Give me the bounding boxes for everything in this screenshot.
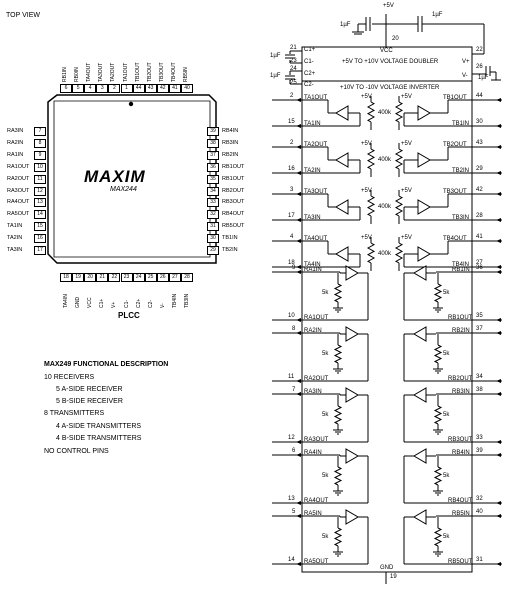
receiver-a-buffer	[346, 266, 358, 280]
right-pin-number: 30	[207, 234, 219, 243]
pulldown-resistor-value: 5k	[443, 290, 450, 296]
rx-b-out-pin: 31	[476, 557, 483, 563]
rx-b-in-label: RB2IN	[452, 328, 470, 334]
tx-supply-label: +5V	[361, 94, 372, 100]
chip-part-number: MAX244	[110, 186, 137, 193]
tx-supply-label: +5V	[401, 94, 412, 100]
pullup-resistor-value: 400k	[378, 204, 392, 210]
bottom-pin-number: 19	[72, 273, 84, 282]
left-pin-name: RA2OUT	[7, 175, 30, 182]
right-pin-number: 33	[207, 198, 219, 207]
pulldown-resistor-value: 5k	[443, 534, 450, 540]
vcc-label: VCC	[380, 48, 393, 54]
capacitor-value: 1µF	[478, 75, 489, 81]
rx-b-in-pin: 40	[476, 509, 483, 515]
tx-supply-label: +5V	[361, 188, 372, 194]
top-pin-number: 42	[157, 84, 169, 93]
left-pin-number: 11	[34, 175, 46, 184]
rx-b-out-label: RB1OUT	[448, 315, 473, 321]
description-line: 4 B-SIDE TRANSMITTERS	[56, 435, 142, 442]
bottom-pin-number: 25	[145, 273, 157, 282]
right-pin-number: 34	[207, 187, 219, 196]
rx-a-in-label: RA3IN	[304, 389, 322, 395]
bottom-pin-number: 20	[84, 273, 96, 282]
gnd-label: GND	[380, 565, 394, 571]
top-pin-name: TB1OUT	[134, 62, 141, 82]
tx-a-in-pin: 18	[288, 260, 295, 266]
left-pin-number: 7	[34, 127, 46, 136]
rx-a-in-label: RA4IN	[304, 450, 322, 456]
supply-voltage-label: +5V	[383, 3, 394, 9]
rx-a-in-pin: 5	[292, 509, 296, 515]
receiver-a-buffer	[346, 327, 358, 341]
tx-b-in-label: TB4IN	[452, 262, 470, 268]
top-pin-name: TB3OUT	[158, 62, 165, 82]
rx-b-out-label: RB3OUT	[448, 437, 473, 443]
bottom-pin-name: C2+	[135, 298, 142, 308]
description-line: 10 RECEIVERS	[44, 374, 95, 381]
tx-a-out-label: TA2OUT	[304, 142, 328, 148]
voltage-inverter-label: +10V TO -10V VOLTAGE INVERTER	[340, 85, 440, 91]
tx-b-out-pin: 44	[476, 93, 483, 99]
top-pin-number: 3	[96, 84, 108, 93]
bottom-pin-name: C1+	[99, 298, 106, 308]
bottom-pin-number: 23	[121, 273, 133, 282]
pulldown-resistor-value: 5k	[322, 534, 329, 540]
tx-supply-label: +5V	[401, 141, 412, 147]
transmitter-a-buffer	[336, 106, 348, 120]
rx-a-in-label: RA5IN	[304, 511, 322, 517]
bottom-pin-name: VCC	[87, 297, 94, 308]
tx-supply-label: +5V	[401, 188, 412, 194]
tx-supply-label: +5V	[361, 235, 372, 241]
left-pin-name: RA4OUT	[7, 199, 30, 206]
rx-a-out-pin: 11	[288, 374, 295, 380]
receiver-a-buffer	[346, 449, 358, 463]
tx-b-out-pin: 43	[476, 140, 483, 146]
rx-b-out-pin: 33	[476, 435, 483, 441]
right-pin-number: 39	[207, 127, 219, 136]
left-pin-name: RA2IN	[7, 139, 24, 146]
transmitter-b-buffer	[418, 153, 430, 167]
left-pin-name: TA2IN	[7, 235, 23, 242]
tx-a-in-label: TA3IN	[304, 215, 321, 221]
top-pin-name: RB5IN	[183, 67, 189, 82]
rx-b-out-pin: 34	[476, 374, 483, 380]
pulldown-resistor-value: 5k	[322, 473, 329, 479]
capacitor-value: 1µF	[270, 53, 281, 59]
rx-b-in-pin: 36	[476, 265, 483, 271]
right-pin-name: RB2IN	[222, 151, 239, 158]
right-pin-number: 31	[207, 222, 219, 231]
right-pin-name: TB2IN	[222, 247, 238, 253]
gnd-pin-number: 19	[390, 574, 397, 580]
top-pin-number: 43	[145, 84, 157, 93]
pullup-resistor-value: 400k	[378, 251, 392, 257]
left-pin-name: RA5OUT	[7, 211, 30, 218]
rx-a-out-pin: 14	[288, 557, 295, 563]
tx-b-out-label: TB4OUT	[443, 236, 467, 242]
pullup-resistor-value: 400k	[378, 157, 392, 163]
tx-a-in-pin: 16	[288, 166, 295, 172]
charge-pin-number: 24	[290, 66, 297, 72]
top-pin-number: 4	[84, 84, 96, 93]
rx-a-out-label: RA5OUT	[304, 559, 329, 565]
left-pin-name: RA1OUT	[7, 163, 30, 170]
bottom-pin-number: 18	[60, 273, 72, 282]
top-pin-name: TA4OUT	[86, 62, 93, 82]
tx-supply-label: +5V	[401, 235, 412, 241]
transmitter-b-buffer	[418, 200, 430, 214]
rx-a-out-label: RA2OUT	[304, 376, 329, 382]
left-pin-number: 10	[34, 163, 46, 172]
left-pin-name: RA3IN	[7, 128, 24, 134]
tx-b-in-label: TB1IN	[452, 121, 470, 127]
left-pin-number: 17	[34, 246, 46, 255]
right-pin-name: RB1OUT	[222, 163, 245, 170]
tx-a-out-label: TA3OUT	[304, 189, 328, 195]
top-pin-number: 5	[72, 84, 84, 93]
tx-a-out-pin: 3	[290, 187, 294, 193]
vcc-pin-number: 20	[392, 36, 399, 42]
bottom-pin-number: 26	[157, 273, 169, 282]
right-pin-number: 37	[207, 151, 219, 160]
transmitter-a-buffer	[336, 153, 348, 167]
bottom-pin-name: TB4IN	[171, 293, 178, 308]
tx-a-out-label: TA4OUT	[304, 236, 328, 242]
description-line: 5 A-SIDE RECEIVER	[56, 386, 123, 393]
voltage-doubler-label: +5V TO +10V VOLTAGE DOUBLER	[342, 59, 439, 65]
capacitor-value: 1µF	[270, 73, 281, 79]
right-pin-number: 38	[207, 139, 219, 148]
tx-b-out-pin: 41	[476, 234, 483, 240]
rx-a-in-label: RA2IN	[304, 328, 322, 334]
vplus-pin-number: 22	[476, 47, 483, 53]
charge-pin-label: C1-	[304, 59, 314, 65]
left-pin-number: 9	[34, 151, 46, 160]
bottom-pin-name: TB3IN	[184, 293, 190, 308]
vminus-pin-number: 26	[476, 64, 483, 70]
tx-a-in-label: TA4IN	[304, 262, 321, 268]
rx-b-in-pin: 39	[476, 448, 483, 454]
rx-b-in-pin: 37	[476, 326, 483, 332]
rx-a-out-pin: 10	[288, 313, 295, 319]
rx-b-out-label: RB5OUT	[448, 559, 473, 565]
tx-a-in-pin: 17	[288, 213, 295, 219]
bottom-pin-name: V-	[159, 303, 166, 308]
bottom-pin-name: C2-	[147, 299, 154, 308]
receiver-a-buffer	[346, 510, 358, 524]
rx-a-out-label: RA3OUT	[304, 437, 329, 443]
receiver-b-buffer	[414, 266, 426, 280]
top-pin-number: 44	[133, 84, 145, 93]
bottom-pin-number: 28	[181, 273, 193, 282]
top-pin-name: TB2OUT	[146, 62, 153, 82]
charge-pin-label: C1+	[304, 47, 316, 53]
top-pin-number: 2	[108, 84, 120, 93]
bottom-pin-number: 27	[169, 273, 181, 282]
receiver-b-buffer	[414, 388, 426, 402]
tx-b-out-pin: 42	[476, 187, 483, 193]
capacitor-value: 1µF	[340, 22, 351, 28]
left-pin-name: TA3IN	[7, 247, 23, 253]
rx-b-in-pin: 38	[476, 387, 483, 393]
bottom-pin-name: GND	[75, 296, 82, 308]
tx-a-out-label: TA1OUT	[304, 95, 328, 101]
top-view-label: TOP VIEW	[6, 12, 40, 19]
tx-b-in-pin: 27	[476, 260, 483, 266]
description-line: 8 TRANSMITTERS	[44, 410, 105, 417]
bottom-pin-number: 24	[133, 273, 145, 282]
top-pin-number: 41	[169, 84, 181, 93]
description-title: MAX249 FUNCTIONAL DESCRIPTION	[44, 361, 169, 368]
tx-a-in-label: TA2IN	[304, 168, 321, 174]
right-pin-name: RB2OUT	[222, 187, 245, 194]
right-pin-name: RB1OUT	[222, 175, 245, 182]
bottom-pin-number: 22	[108, 273, 120, 282]
rx-a-in-label: RA1IN	[304, 267, 322, 273]
transmitter-b-buffer	[418, 106, 430, 120]
rx-a-in-pin: 8	[292, 326, 296, 332]
left-pin-number: 12	[34, 187, 46, 196]
rx-a-in-pin: 9	[292, 265, 296, 271]
rx-b-in-label: RB5IN	[452, 511, 470, 517]
right-pin-number: 36	[207, 163, 219, 172]
tx-a-out-pin: 4	[290, 234, 294, 240]
tx-a-in-label: TA1IN	[304, 121, 321, 127]
description-line: 5 B-SIDE RECEIVER	[56, 398, 123, 405]
left-pin-number: 8	[34, 139, 46, 148]
right-pin-number: 32	[207, 210, 219, 219]
top-pin-number: 1	[121, 84, 133, 93]
pulldown-resistor-value: 5k	[322, 351, 329, 357]
tx-b-in-label: TB2IN	[452, 168, 470, 174]
charge-pin-label: C2-	[304, 82, 314, 88]
pulldown-resistor-value: 5k	[443, 351, 450, 357]
right-pin-number: 35	[207, 175, 219, 184]
tx-a-in-pin: 15	[288, 119, 295, 125]
tx-b-out-label: TB3OUT	[443, 189, 467, 195]
charge-pin-number: 21	[290, 45, 297, 51]
capacitor-value: 1µF	[432, 12, 443, 18]
rx-b-out-label: RB2OUT	[448, 376, 473, 382]
pulldown-resistor-value: 5k	[322, 412, 329, 418]
left-pin-number: 13	[34, 198, 46, 207]
right-pin-name: TB1IN	[222, 235, 238, 242]
top-pin-name: TA2OUT	[110, 62, 117, 82]
rx-a-in-pin: 7	[292, 387, 296, 393]
transmitter-a-buffer	[336, 247, 348, 261]
bottom-pin-name: TA4IN	[63, 294, 69, 308]
bottom-pin-name: V+	[111, 301, 118, 308]
tx-a-out-pin: 2	[290, 140, 294, 146]
tx-b-in-label: TB3IN	[452, 215, 470, 221]
top-pin-name: TB4OUT	[170, 62, 177, 82]
top-pin-name: RB0IN	[74, 67, 81, 82]
bottom-pin-name: C1-	[123, 299, 130, 308]
rx-b-out-pin: 35	[476, 313, 483, 319]
rx-b-out-label: RB4OUT	[448, 498, 473, 504]
rx-b-in-label: RB3IN	[452, 389, 470, 395]
right-pin-name: RB4IN	[222, 128, 239, 134]
transmitter-b-buffer	[418, 247, 430, 261]
rx-b-out-pin: 32	[476, 496, 483, 502]
rx-a-out-pin: 13	[288, 496, 295, 502]
description-line: 4 A-SIDE TRANSMITTERS	[56, 423, 142, 430]
pulldown-resistor-value: 5k	[443, 412, 450, 418]
rx-b-in-label: RB4IN	[452, 450, 470, 456]
left-pin-number: 16	[34, 234, 46, 243]
description-line: NO CONTROL PINS	[44, 448, 109, 455]
top-pin-number: 40	[181, 84, 193, 93]
top-pin-name: RB1IN	[62, 67, 68, 82]
tx-b-out-label: TB2OUT	[443, 142, 467, 148]
tx-b-in-pin: 29	[476, 166, 483, 172]
receiver-b-buffer	[414, 510, 426, 524]
receiver-a-buffer	[346, 388, 358, 402]
left-pin-name: TA1IN	[7, 223, 23, 230]
pulldown-resistor-value: 5k	[443, 473, 450, 479]
rx-b-in-label: RB1IN	[452, 267, 470, 273]
pullup-resistor-value: 400k	[378, 110, 392, 116]
receiver-b-buffer	[414, 449, 426, 463]
vplus-label: V+	[462, 59, 470, 65]
tx-supply-label: +5V	[361, 141, 372, 147]
rx-a-out-label: RA4OUT	[304, 498, 329, 504]
tx-b-in-pin: 30	[476, 119, 483, 125]
left-pin-number: 15	[34, 222, 46, 231]
right-pin-name: RB4OUT	[222, 211, 245, 218]
left-pin-name: RA3OUT	[7, 187, 30, 194]
top-pin-name: TA3OUT	[98, 62, 105, 82]
bottom-pin-number: 21	[96, 273, 108, 282]
rx-a-out-label: RA1OUT	[304, 315, 329, 321]
charge-pin-label: C2+	[304, 71, 316, 77]
tx-b-out-label: TB1OUT	[443, 95, 467, 101]
left-pin-name: RA1IN	[7, 151, 24, 158]
right-pin-name: RB5OUT	[222, 223, 245, 230]
top-pin-name: TA1OUT	[122, 62, 129, 82]
right-pin-number: 29	[207, 246, 219, 255]
pulldown-resistor-value: 5k	[322, 290, 329, 296]
left-pin-number: 14	[34, 210, 46, 219]
charge-pin-number: 23	[290, 58, 297, 64]
tx-b-in-pin: 28	[476, 213, 483, 219]
vminus-label: V-	[462, 73, 468, 79]
rx-a-in-pin: 6	[292, 448, 296, 454]
rx-a-out-pin: 12	[288, 435, 295, 441]
package-type-label: PLCC	[118, 311, 140, 320]
charge-pin-number: 25	[290, 80, 297, 86]
chip-brand-logo: MAXIM	[84, 167, 146, 186]
top-pin-number: 6	[60, 84, 72, 93]
right-pin-name: RB3IN	[222, 139, 239, 146]
transmitter-a-buffer	[336, 200, 348, 214]
receiver-b-buffer	[414, 327, 426, 341]
tx-a-out-pin: 2	[290, 93, 294, 99]
right-pin-name: RB3OUT	[222, 199, 245, 206]
